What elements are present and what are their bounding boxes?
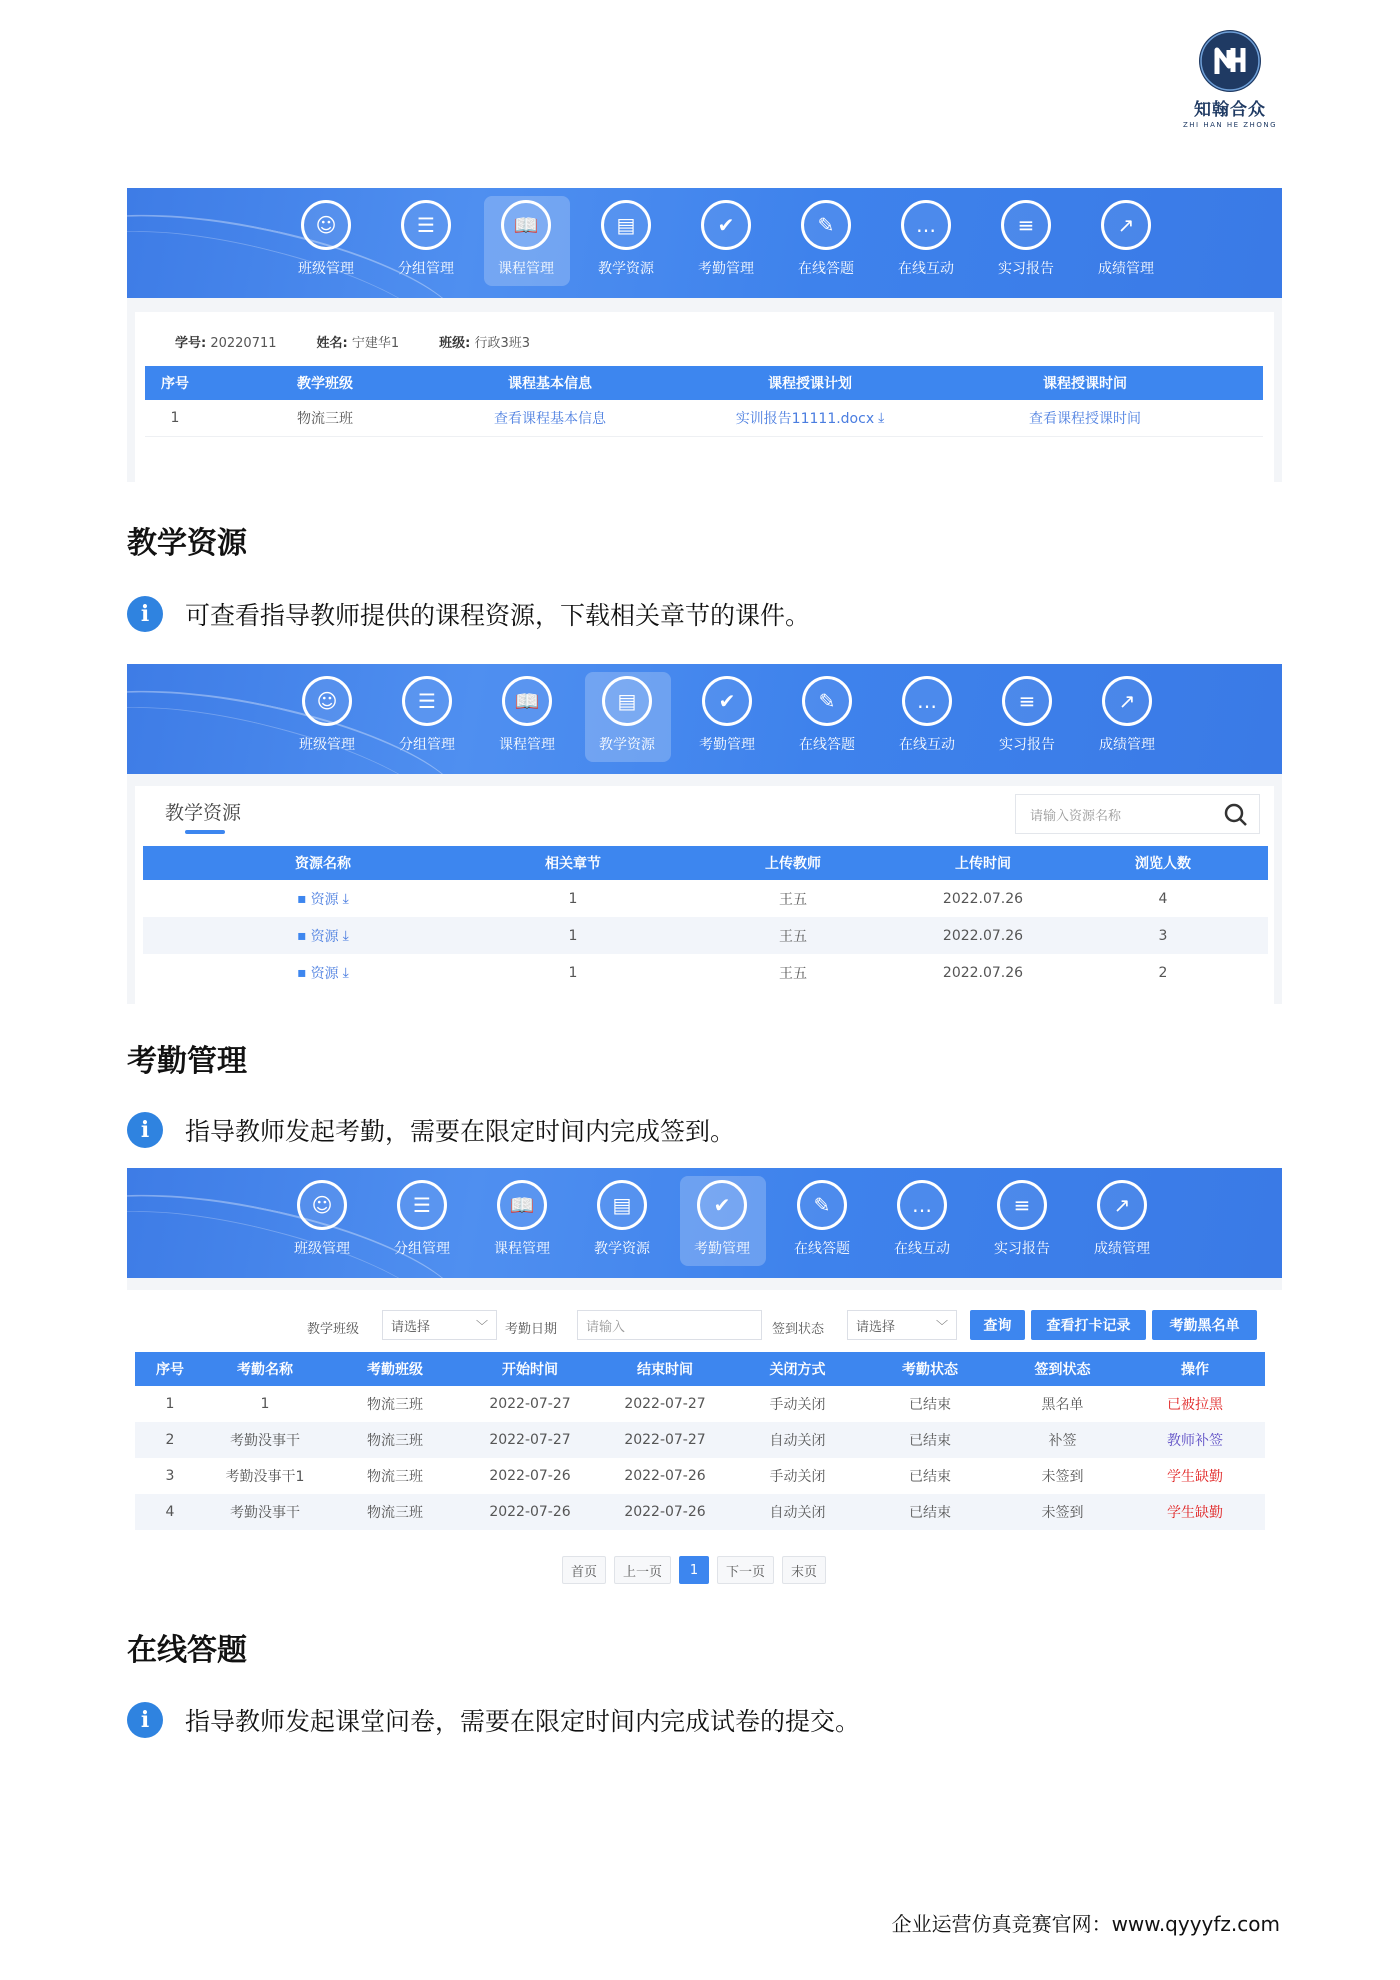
student-info: 学号: 20220711 姓名: 宁建华1 班级: 行政3班3: [175, 336, 531, 351]
nav-item-label: 考勤管理: [698, 261, 754, 277]
tab-teaching-resources[interactable]: 教学资源: [165, 802, 242, 824]
date-input[interactable]: 请输入: [577, 1310, 762, 1340]
nav-item[interactable]: [777, 664, 877, 774]
edit-icon: ✎: [801, 200, 851, 250]
nav-item-label: 教学资源: [599, 737, 655, 753]
nav-item[interactable]: [877, 664, 977, 774]
nav-item[interactable]: [876, 188, 976, 298]
nav-item-label: 考勤管理: [699, 737, 755, 753]
nav-item-label: 在线互动: [898, 261, 954, 277]
section-note-resources: i 可查看指导教师提供的课程资源，下载相关章节的课件。: [127, 596, 810, 632]
calendar-check-icon: ✔: [702, 676, 752, 726]
table-row: 1 1 物流三班 2022-07-27 2022-07-27 手动关闭 已结束 黑名单 已被拉黑: [135, 1386, 1265, 1422]
logo-mark-icon: [1199, 30, 1261, 92]
report-icon: ≡: [1002, 676, 1052, 726]
footer-website: 企业运营仿真竞赛官网：www.qyyyfz.com: [891, 1912, 1280, 1936]
nav-items: [272, 1168, 1172, 1278]
nav-item-label: 班级管理: [298, 261, 354, 277]
download-icon[interactable]: ⤓: [342, 927, 349, 944]
nav-item[interactable]: [772, 1168, 872, 1278]
nav-item[interactable]: [577, 664, 677, 774]
nav-item-label: 成绩管理: [1098, 261, 1154, 277]
col-header: 课程授课计划: [768, 376, 852, 392]
nav-item[interactable]: [372, 1168, 472, 1278]
resource-search-input[interactable]: 请输入资源名称: [1015, 794, 1260, 834]
first-page-button[interactable]: 首页: [562, 1556, 606, 1584]
file-icon: ▪: [297, 964, 307, 981]
nav-item[interactable]: [677, 664, 777, 774]
nav-item[interactable]: [976, 188, 1076, 298]
info-icon: i: [127, 1702, 163, 1738]
section-title-resources: 教学资源: [127, 526, 247, 561]
info-icon: i: [127, 596, 163, 632]
nav-item[interactable]: [1076, 188, 1176, 298]
chevron-down-icon: ﹀: [935, 1319, 948, 1333]
table-row: 1 物流三班 查看课程基本信息 实训报告11111.docx ⤓ 查看课程授课时间: [145, 400, 1263, 437]
nav-item[interactable]: [377, 664, 477, 774]
class-select[interactable]: 请选择 ﹀: [382, 1310, 497, 1340]
table-row: 4 考勤没事干 物流三班 2022-07-26 2022-07-26 自动关闭 已结束 未签到 学生缺勤: [135, 1494, 1265, 1530]
nav-item-label: 在线互动: [899, 737, 955, 753]
col-header: 教学班级: [297, 376, 353, 392]
nav-item-label: 成绩管理: [1094, 1241, 1150, 1257]
resource-table-card: [135, 786, 1274, 1004]
action-status[interactable]: 学生缺勤: [1167, 1505, 1223, 1521]
student-name: 宁建华1: [351, 336, 400, 351]
course-table-card: [135, 312, 1274, 482]
nav-item-label: 考勤管理: [694, 1241, 750, 1257]
nav-item[interactable]: [572, 1168, 672, 1278]
nav-item-label: 成绩管理: [1099, 737, 1155, 753]
group-icon: ☰: [397, 1180, 447, 1230]
book-icon: 📖: [502, 676, 552, 726]
teaching-resources-screenshot: [127, 664, 1282, 1004]
nav-item-label: 在线答题: [799, 737, 855, 753]
pagination: [562, 1556, 826, 1584]
download-icon[interactable]: ⤓: [342, 890, 349, 907]
edit-icon: ✎: [802, 676, 852, 726]
nav-item[interactable]: [1072, 1168, 1172, 1278]
nav-item-label: 课程管理: [494, 1241, 550, 1257]
book-icon: 📖: [501, 200, 551, 250]
table-row: ▪ 资源 ⤓ 1 王五 2022.07.26 3: [143, 917, 1268, 954]
document-icon: ▤: [601, 200, 651, 250]
class-icon: ☺: [302, 676, 352, 726]
nav-item[interactable]: [376, 188, 476, 298]
action-status[interactable]: 已被拉黑: [1167, 1397, 1223, 1413]
nav-item-label: 课程管理: [499, 737, 555, 753]
info-icon: i: [127, 1112, 163, 1148]
nav-item[interactable]: [472, 1168, 572, 1278]
student-class: 行政3班3: [474, 336, 531, 351]
chevron-down-icon: ﹀: [475, 1319, 488, 1333]
attendance-screenshot: [127, 1168, 1282, 1604]
nav-item[interactable]: [272, 1168, 372, 1278]
nav-item-label: 分组管理: [399, 737, 455, 753]
search-icon[interactable]: [1223, 802, 1249, 828]
nav-item-label: 课程管理: [498, 261, 554, 277]
group-icon: ☰: [402, 676, 452, 726]
chart-icon: ↗: [1102, 676, 1152, 726]
nav-item-label: 班级管理: [299, 737, 355, 753]
tab-underline: [185, 830, 225, 834]
nav-item-label: 实习报告: [994, 1241, 1050, 1257]
last-page-button[interactable]: 末页: [782, 1556, 826, 1584]
file-icon: ▪: [297, 927, 307, 944]
report-icon: ≡: [1001, 200, 1051, 250]
resource-table-header: 资源名称 相关章节 上传教师 上传时间 浏览人数: [143, 846, 1268, 880]
course-management-screenshot: [127, 188, 1282, 482]
nav-items: [276, 188, 1176, 298]
table-row: 3 考勤没事干1 物流三班 2022-07-26 2022-07-26 手动关闭 已结束 未签到 学生缺勤: [135, 1458, 1265, 1494]
section-note-online-quiz: i 指导教师发起课堂问卷，需要在限定时间内完成试卷的提交。: [127, 1702, 860, 1738]
report-icon: ≡: [997, 1180, 1047, 1230]
view-course-info-link[interactable]: 查看课程基本信息: [494, 411, 606, 427]
download-icon[interactable]: ⤓: [342, 964, 349, 981]
prev-page-button[interactable]: 上一页: [614, 1556, 671, 1584]
logo-name-en: ZHI HAN HE ZHONG: [1182, 121, 1277, 129]
nav-item-label: 在线互动: [894, 1241, 950, 1257]
teaching-plan-download[interactable]: 实训报告11111.docx ⤓: [735, 410, 885, 427]
query-button[interactable]: 查询: [970, 1310, 1025, 1340]
view-records-button[interactable]: 查看打卡记录: [1031, 1310, 1146, 1340]
nav-item[interactable]: [676, 188, 776, 298]
nav-item[interactable]: [477, 664, 577, 774]
action-status[interactable]: 教师补签: [1167, 1433, 1223, 1449]
download-icon[interactable]: ⤓: [878, 410, 885, 426]
class-icon: ☺: [301, 200, 351, 250]
nav-item[interactable]: [277, 664, 377, 774]
nav-item[interactable]: [1077, 664, 1177, 774]
document-icon: ▤: [597, 1180, 647, 1230]
nav-item[interactable]: [276, 188, 376, 298]
file-icon: ▪: [297, 890, 307, 907]
resource-download-link[interactable]: ▪ 资源 ⤓: [297, 964, 349, 982]
top-navbar: [127, 1168, 1282, 1278]
chat-icon: …: [897, 1180, 947, 1230]
chat-icon: …: [902, 676, 952, 726]
book-icon: 📖: [497, 1180, 547, 1230]
resource-download-link[interactable]: ▪ 资源 ⤓: [297, 890, 349, 908]
section-note-attendance: i 指导教师发起考勤，需要在限定时间内完成签到。: [127, 1112, 735, 1148]
company-logo: [1180, 30, 1280, 129]
top-navbar: [127, 664, 1282, 774]
calendar-check-icon: ✔: [701, 200, 751, 250]
nav-item-label: 在线答题: [798, 261, 854, 277]
nav-item-label: 在线答题: [794, 1241, 850, 1257]
col-header: 序号: [161, 376, 189, 392]
student-number: 20220711: [210, 336, 277, 351]
resource-download-link[interactable]: ▪ 资源 ⤓: [297, 927, 349, 945]
table-row: ▪ 资源 ⤓ 1 王五 2022.07.26 4: [143, 880, 1268, 917]
nav-item-label: 实习报告: [999, 737, 1055, 753]
nav-item[interactable]: [776, 188, 876, 298]
current-page-button[interactable]: 1: [679, 1556, 709, 1584]
chart-icon: ↗: [1097, 1180, 1147, 1230]
nav-item[interactable]: [672, 1168, 772, 1278]
document-icon: ▤: [602, 676, 652, 726]
nav-item-label: 实习报告: [998, 261, 1054, 277]
nav-items: [277, 664, 1177, 774]
nav-item-label: 班级管理: [294, 1241, 350, 1257]
nav-item[interactable]: [576, 188, 676, 298]
nav-item-label: 分组管理: [398, 261, 454, 277]
table-row: ▪ 资源 ⤓ 1 王五 2022.07.26 2: [143, 954, 1268, 991]
logo-name-cn: 知翰合众: [1194, 100, 1266, 120]
blacklist-button[interactable]: 考勤黑名单: [1152, 1310, 1257, 1340]
class-icon: ☺: [297, 1180, 347, 1230]
nav-item[interactable]: [977, 664, 1077, 774]
course-table-header: [145, 366, 1263, 400]
status-select[interactable]: 请选择 ﹀: [847, 1310, 957, 1340]
top-navbar: [127, 188, 1282, 298]
group-icon: ☰: [401, 200, 451, 250]
section-title-online-quiz: 在线答题: [127, 1633, 247, 1668]
edit-icon: ✎: [797, 1180, 847, 1230]
nav-item-label: 教学资源: [598, 261, 654, 277]
nav-item[interactable]: [476, 188, 576, 298]
attendance-table-header: 序号 考勤名称 考勤班级 开始时间 结束时间 关闭方式 考勤状态 签到状态 操作: [135, 1352, 1265, 1386]
next-page-button[interactable]: 下一页: [717, 1556, 774, 1584]
col-header: 课程基本信息: [508, 376, 592, 392]
nav-item-label: 教学资源: [594, 1241, 650, 1257]
section-title-attendance: 考勤管理: [127, 1044, 247, 1079]
nav-item-label: 分组管理: [394, 1241, 450, 1257]
view-course-time-link[interactable]: 查看课程授课时间: [1029, 411, 1141, 427]
chart-icon: ↗: [1101, 200, 1151, 250]
nav-item[interactable]: [872, 1168, 972, 1278]
chat-icon: …: [901, 200, 951, 250]
calendar-check-icon: ✔: [697, 1180, 747, 1230]
nav-item[interactable]: [972, 1168, 1072, 1278]
table-row: 2 考勤没事干 物流三班 2022-07-27 2022-07-27 自动关闭 已结束 补签 教师补签: [135, 1422, 1265, 1458]
col-header: 课程授课时间: [1043, 376, 1127, 392]
action-status[interactable]: 学生缺勤: [1167, 1469, 1223, 1485]
attendance-card: 教学班级 请选择 ﹀ 考勤日期 请输入 签到状态 请选择 ﹀ 查询 查看打卡记录 考勤黑名单 序号 考勤名称 考勤班级 开始时间 结束时间 关闭方式 考勤状态 签到状态 操作 1 1 物流三班 2022-07-27 2022-07-27 手动关闭 已结束 黑名单 已被拉黑 2 考勤没事干 物流三班 2022-07-27 2022-07-27 自动关闭 已结束 补签 教师补签 3 考勤没事干1 物流三班 2022-07-26 2022-07-26 手动关闭 已结束 未签到 学生缺勤 4 考勤没事干 物流三班 2022-07-26 2022-07-26 自动关闭 已结束 未签到 学生缺勤 首页 上一页 1 下一页 末页: [127, 1290, 1282, 1604]
